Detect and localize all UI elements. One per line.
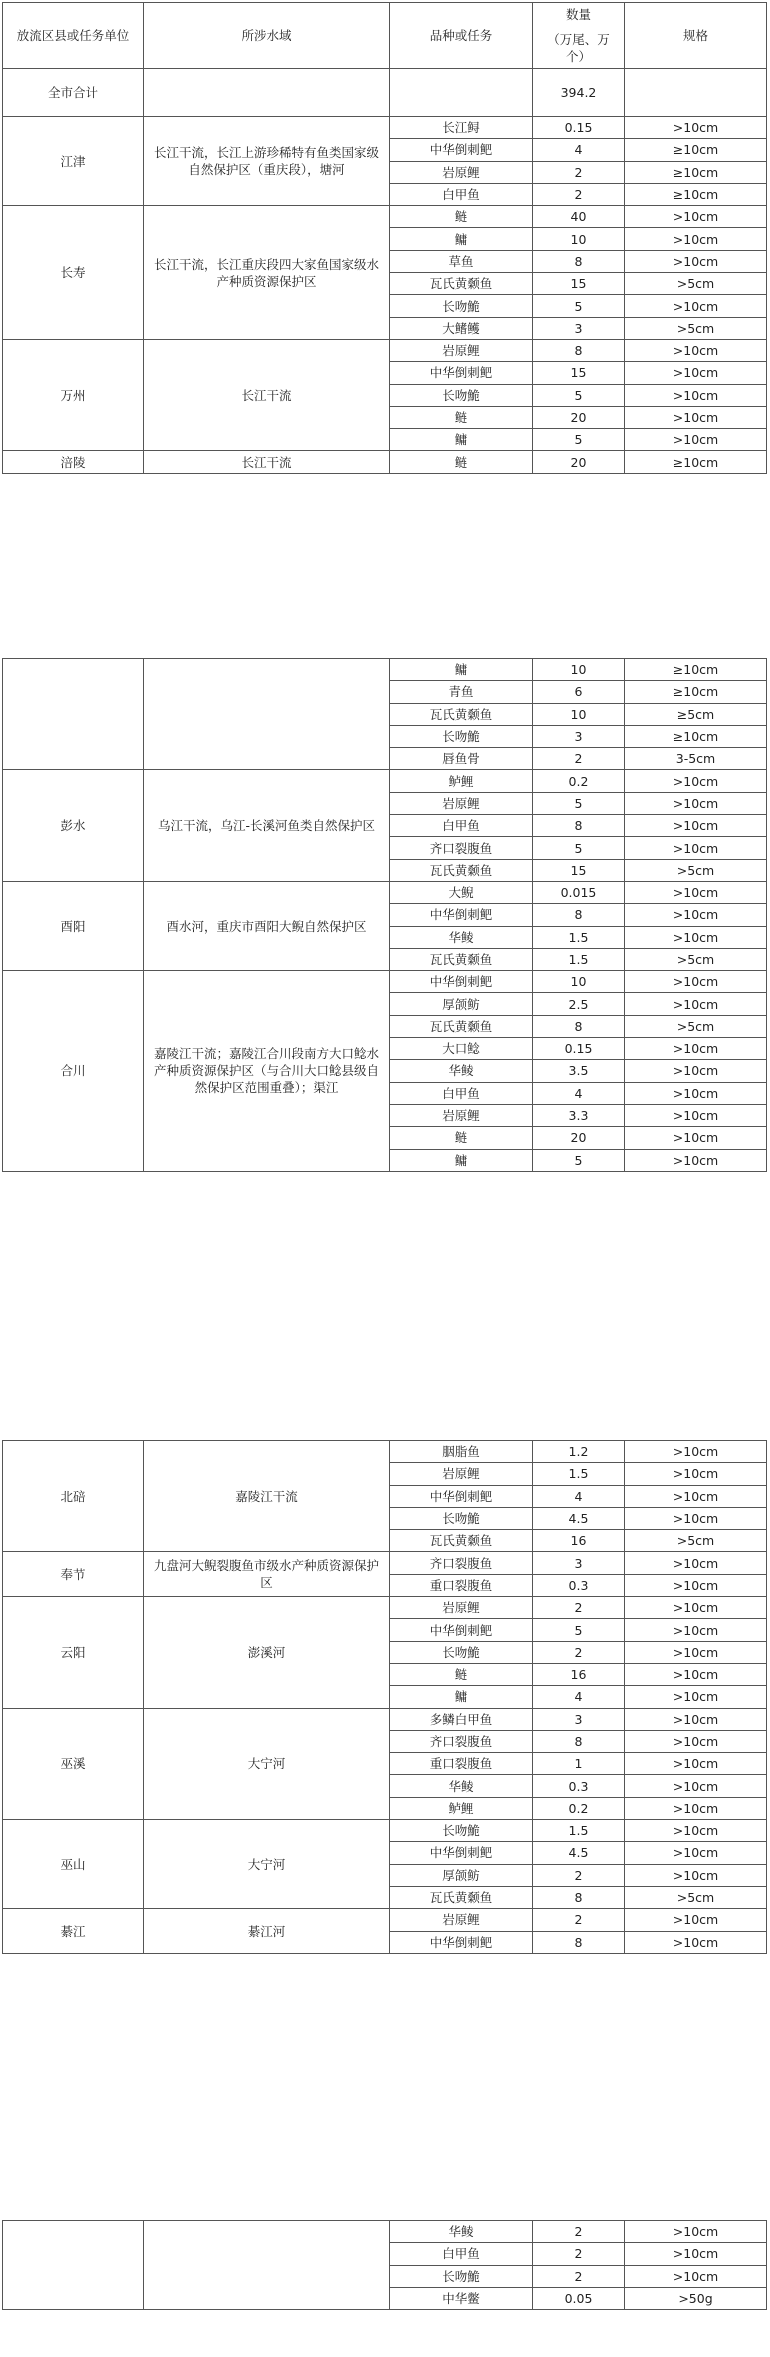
quantity-cell: 2 (533, 1909, 625, 1931)
quantity-cell: 10 (533, 703, 625, 725)
quantity-cell: 1.5 (533, 926, 625, 948)
spec-cell: >10cm (625, 1082, 767, 1104)
spec-cell: >10cm (625, 2243, 767, 2265)
quantity-cell: 2 (533, 1864, 625, 1886)
water-area-cell (144, 659, 390, 770)
spec-cell: ≥10cm (625, 161, 767, 183)
release-table-segment-1 (2, 2, 767, 474)
species-cell: 鲈鲤 (390, 770, 533, 792)
species-cell: 中华倒刺鲃 (390, 1619, 533, 1641)
species-cell: 岩原鲤 (390, 1104, 533, 1126)
spec-cell: >10cm (625, 971, 767, 993)
header-spec: 规格 (625, 3, 767, 69)
species-cell: 华鲮 (390, 2221, 533, 2243)
quantity-cell: 2 (533, 748, 625, 770)
quantity-cell: 3.3 (533, 1104, 625, 1126)
species-cell: 厚颌鲂 (390, 993, 533, 1015)
species-cell: 白甲鱼 (390, 183, 533, 205)
species-cell: 岩原鲤 (390, 339, 533, 361)
table-row (3, 451, 767, 473)
spec-cell: >10cm (625, 1552, 767, 1574)
spec-cell: ≥10cm (625, 725, 767, 747)
water-area-cell: 长江干流 (144, 339, 390, 450)
species-cell: 青鱼 (390, 681, 533, 703)
district-cell: 奉节 (3, 1552, 144, 1597)
quantity-cell: 2 (533, 2265, 625, 2287)
spec-cell: >5cm (625, 273, 767, 295)
district-cell: 北碚 (3, 1441, 144, 1552)
quantity-cell: 16 (533, 1530, 625, 1552)
quantity-cell: 2 (533, 2221, 625, 2243)
spec-cell: >10cm (625, 1730, 767, 1752)
species-cell: 华鲮 (390, 1060, 533, 1082)
quantity-cell: 15 (533, 859, 625, 881)
water-area-cell: 嘉陵江干流 (144, 1441, 390, 1552)
water-area-cell (144, 2221, 390, 2310)
species-cell: 厚颌鲂 (390, 1864, 533, 1886)
species-cell: 白甲鱼 (390, 815, 533, 837)
quantity-cell: 4 (533, 1485, 625, 1507)
quantity-cell: 0.3 (533, 1574, 625, 1596)
species-cell: 唇鱼骨 (390, 748, 533, 770)
spec-cell: >10cm (625, 770, 767, 792)
water-area-cell: 长江干流 (144, 451, 390, 473)
spec-cell: >10cm (625, 1463, 767, 1485)
spec-cell: >10cm (625, 1931, 767, 1953)
quantity-cell: 10 (533, 659, 625, 681)
release-table-segment-3 (2, 1440, 767, 1954)
water-area-cell: 长江干流，长江上游珍稀特有鱼类国家级自然保护区（重庆段），塘河 (144, 117, 390, 206)
quantity-cell: 2 (533, 183, 625, 205)
spec-cell: >10cm (625, 2265, 767, 2287)
quantity-cell: 0.2 (533, 1797, 625, 1819)
table-row (3, 1820, 767, 1842)
total-water-empty (144, 69, 390, 117)
species-cell: 长吻鮠 (390, 1507, 533, 1529)
quantity-cell: 3 (533, 1708, 625, 1730)
species-cell: 岩原鲤 (390, 161, 533, 183)
district-cell: 綦江 (3, 1909, 144, 1954)
quantity-cell: 0.3 (533, 1775, 625, 1797)
quantity-cell: 3.5 (533, 1060, 625, 1082)
spec-cell: >5cm (625, 948, 767, 970)
total-quantity: 394.2 (533, 69, 625, 117)
species-cell: 鳙 (390, 1149, 533, 1171)
table-row (3, 1597, 767, 1619)
species-cell: 长吻鮠 (390, 1641, 533, 1663)
quantity-cell: 3 (533, 317, 625, 339)
spec-cell: >10cm (625, 1753, 767, 1775)
species-cell: 长吻鮠 (390, 295, 533, 317)
species-cell: 岩原鲤 (390, 1909, 533, 1931)
quantity-cell: 5 (533, 1149, 625, 1171)
species-cell: 鳙 (390, 659, 533, 681)
water-area-cell: 乌江干流，乌江-长溪河鱼类自然保护区 (144, 770, 390, 881)
spec-cell: >50g (625, 2287, 767, 2309)
spec-cell: >10cm (625, 1485, 767, 1507)
spec-cell: ≥10cm (625, 139, 767, 161)
spec-cell: >5cm (625, 1530, 767, 1552)
species-cell: 中华倒刺鲃 (390, 1842, 533, 1864)
quantity-cell: 0.15 (533, 1038, 625, 1060)
district-cell: 长寿 (3, 206, 144, 340)
quantity-cell: 40 (533, 206, 625, 228)
spec-cell: >5cm (625, 1015, 767, 1037)
quantity-cell: 0.2 (533, 770, 625, 792)
spec-cell: ≥10cm (625, 451, 767, 473)
total-species-empty (390, 69, 533, 117)
spec-cell: >10cm (625, 926, 767, 948)
spec-cell: >10cm (625, 406, 767, 428)
table-row (3, 1552, 767, 1574)
quantity-cell: 8 (533, 1886, 625, 1908)
spec-cell: >10cm (625, 117, 767, 139)
table-row (3, 770, 767, 792)
spec-cell: >10cm (625, 1597, 767, 1619)
species-cell: 重口裂腹鱼 (390, 1574, 533, 1596)
quantity-cell: 2 (533, 161, 625, 183)
species-cell: 中华鳖 (390, 2287, 533, 2309)
species-cell: 鲈鲤 (390, 1797, 533, 1819)
species-cell: 岩原鲤 (390, 1463, 533, 1485)
water-area-cell: 长江干流，长江重庆段四大家鱼国家级水产种质资源保护区 (144, 206, 390, 340)
species-cell: 岩原鲤 (390, 792, 533, 814)
table-row (3, 971, 767, 993)
species-cell: 齐口裂腹鱼 (390, 837, 533, 859)
header-water: 所涉水域 (144, 3, 390, 69)
species-cell: 瓦氏黄颡鱼 (390, 1530, 533, 1552)
spec-cell: >10cm (625, 2221, 767, 2243)
water-area-cell: 綦江河 (144, 1909, 390, 1954)
species-cell: 岩原鲤 (390, 1597, 533, 1619)
district-cell: 江津 (3, 117, 144, 206)
table-row (3, 1441, 767, 1463)
table-row (3, 881, 767, 903)
spec-cell: >10cm (625, 339, 767, 361)
release-table-segment-4 (2, 2220, 767, 2310)
spec-cell: >10cm (625, 1038, 767, 1060)
quantity-cell: 3 (533, 1552, 625, 1574)
quantity-cell: 4.5 (533, 1507, 625, 1529)
quantity-cell: 2 (533, 1597, 625, 1619)
spec-cell: ≥10cm (625, 681, 767, 703)
spec-cell: ≥10cm (625, 183, 767, 205)
spec-cell: >10cm (625, 384, 767, 406)
species-cell: 胭脂鱼 (390, 1441, 533, 1463)
header-quantity (533, 3, 625, 69)
species-cell: 长吻鮠 (390, 1820, 533, 1842)
district-cell (3, 659, 144, 770)
species-cell: 大鳍鳠 (390, 317, 533, 339)
quantity-cell: 1 (533, 1753, 625, 1775)
spec-cell: >10cm (625, 837, 767, 859)
table-row (3, 659, 767, 681)
table-header-row (3, 3, 767, 69)
spec-cell: >10cm (625, 792, 767, 814)
quantity-cell: 5 (533, 429, 625, 451)
water-area-cell: 大宁河 (144, 1708, 390, 1819)
spec-cell: >10cm (625, 1104, 767, 1126)
spec-cell: >10cm (625, 295, 767, 317)
quantity-cell: 20 (533, 406, 625, 428)
spec-cell: >10cm (625, 1127, 767, 1149)
quantity-cell: 8 (533, 250, 625, 272)
spec-cell: >10cm (625, 250, 767, 272)
water-area-cell: 酉水河，重庆市酉阳大鲵自然保护区 (144, 881, 390, 970)
species-cell: 鳙 (390, 1686, 533, 1708)
quantity-cell: 2.5 (533, 993, 625, 1015)
quantity-cell: 8 (533, 815, 625, 837)
species-cell: 齐口裂腹鱼 (390, 1552, 533, 1574)
species-cell: 中华倒刺鲃 (390, 362, 533, 384)
species-cell: 齐口裂腹鱼 (390, 1730, 533, 1752)
spec-cell: >10cm (625, 1686, 767, 1708)
spec-cell: >10cm (625, 1775, 767, 1797)
water-area-cell: 大宁河 (144, 1820, 390, 1909)
spec-cell: ≥5cm (625, 703, 767, 725)
quantity-cell: 8 (533, 339, 625, 361)
district-cell: 彭水 (3, 770, 144, 881)
district-cell: 合川 (3, 971, 144, 1172)
quantity-cell: 10 (533, 971, 625, 993)
quantity-cell: 0.15 (533, 117, 625, 139)
spec-cell: >10cm (625, 362, 767, 384)
quantity-cell: 8 (533, 1931, 625, 1953)
quantity-cell: 8 (533, 1015, 625, 1037)
table-row (3, 1909, 767, 1931)
district-cell: 云阳 (3, 1597, 144, 1708)
quantity-cell: 0.05 (533, 2287, 625, 2309)
species-cell: 鳙 (390, 429, 533, 451)
quantity-cell: 8 (533, 1730, 625, 1752)
spec-cell: >10cm (625, 228, 767, 250)
quantity-cell: 15 (533, 362, 625, 384)
species-cell: 瓦氏黄颡鱼 (390, 273, 533, 295)
species-cell: 长吻鮠 (390, 384, 533, 406)
quantity-cell: 1.2 (533, 1441, 625, 1463)
spec-cell: ≥10cm (625, 659, 767, 681)
spec-cell: >10cm (625, 1864, 767, 1886)
spec-cell: >5cm (625, 859, 767, 881)
table-row (3, 1708, 767, 1730)
quantity-cell: 4.5 (533, 1842, 625, 1864)
species-cell: 长江鲟 (390, 117, 533, 139)
spec-cell: >10cm (625, 1708, 767, 1730)
table-row (3, 117, 767, 139)
species-cell: 中华倒刺鲃 (390, 904, 533, 926)
species-cell: 鲢 (390, 451, 533, 473)
quantity-cell: 1.5 (533, 1820, 625, 1842)
species-cell: 长吻鮠 (390, 2265, 533, 2287)
spec-cell: >5cm (625, 1886, 767, 1908)
spec-cell: >10cm (625, 993, 767, 1015)
quantity-cell: 5 (533, 295, 625, 317)
district-cell: 涪陵 (3, 451, 144, 473)
district-cell: 巫溪 (3, 1708, 144, 1819)
quantity-cell: 8 (533, 904, 625, 926)
species-cell: 瓦氏黄颡鱼 (390, 1015, 533, 1037)
spec-cell: >10cm (625, 1797, 767, 1819)
spec-cell: >10cm (625, 1574, 767, 1596)
spec-cell: 3-5cm (625, 748, 767, 770)
quantity-cell: 4 (533, 1082, 625, 1104)
species-cell: 草鱼 (390, 250, 533, 272)
quantity-cell: 20 (533, 1127, 625, 1149)
spec-cell: >10cm (625, 1507, 767, 1529)
header-district: 放流区县或任务单位 (3, 3, 144, 69)
spec-cell: >10cm (625, 1060, 767, 1082)
quantity-cell: 1.5 (533, 1463, 625, 1485)
total-label: 全市合计 (3, 69, 144, 117)
species-cell: 长吻鮠 (390, 725, 533, 747)
district-cell: 万州 (3, 339, 144, 450)
species-cell: 鲢 (390, 1663, 533, 1685)
species-cell: 大鲵 (390, 881, 533, 903)
table-row (3, 206, 767, 228)
spec-cell: >10cm (625, 429, 767, 451)
spec-cell: >10cm (625, 881, 767, 903)
spec-cell: >10cm (625, 1909, 767, 1931)
species-cell: 瓦氏黄颡鱼 (390, 1886, 533, 1908)
spec-cell: >10cm (625, 904, 767, 926)
species-cell: 白甲鱼 (390, 2243, 533, 2265)
quantity-cell: 6 (533, 681, 625, 703)
spec-cell: >10cm (625, 1619, 767, 1641)
spec-cell: >10cm (625, 1641, 767, 1663)
species-cell: 瓦氏黄颡鱼 (390, 859, 533, 881)
spec-cell: >10cm (625, 815, 767, 837)
water-area-cell: 澎溪河 (144, 1597, 390, 1708)
species-cell: 中华倒刺鲃 (390, 1485, 533, 1507)
species-cell: 多鳞白甲鱼 (390, 1708, 533, 1730)
spec-cell: >10cm (625, 1441, 767, 1463)
quantity-cell: 5 (533, 384, 625, 406)
spec-cell: >10cm (625, 1149, 767, 1171)
quantity-cell: 2 (533, 2243, 625, 2265)
species-cell: 鲢 (390, 406, 533, 428)
release-table-segment-2 (2, 658, 767, 1172)
spec-cell: >10cm (625, 206, 767, 228)
quantity-cell: 4 (533, 1686, 625, 1708)
header-species: 品种或任务 (390, 3, 533, 69)
district-cell (3, 2221, 144, 2310)
species-cell: 中华倒刺鲃 (390, 139, 533, 161)
quantity-cell: 15 (533, 273, 625, 295)
species-cell: 鲢 (390, 1127, 533, 1149)
quantity-cell: 3 (533, 725, 625, 747)
district-cell: 巫山 (3, 1820, 144, 1909)
spec-cell: >10cm (625, 1663, 767, 1685)
species-cell: 白甲鱼 (390, 1082, 533, 1104)
species-cell: 鳙 (390, 228, 533, 250)
spec-cell: >5cm (625, 317, 767, 339)
species-cell: 中华倒刺鲃 (390, 971, 533, 993)
total-row (3, 69, 767, 117)
species-cell: 华鲮 (390, 926, 533, 948)
quantity-cell: 1.5 (533, 948, 625, 970)
district-cell: 酉阳 (3, 881, 144, 970)
quantity-cell: 0.015 (533, 881, 625, 903)
quantity-cell: 2 (533, 1641, 625, 1663)
species-cell: 瓦氏黄颡鱼 (390, 948, 533, 970)
spec-cell: >10cm (625, 1820, 767, 1842)
header-quantity-unit: （万尾、万个） (547, 32, 610, 64)
quantity-cell: 10 (533, 228, 625, 250)
water-area-cell: 九盘河大鲵裂腹鱼市级水产种质资源保护区 (144, 1552, 390, 1597)
water-area-cell: 嘉陵江干流；嘉陵江合川段南方大口鲶水产种质资源保护区（与合川大口鲶县级自然保护区范围重叠）；渠江 (144, 971, 390, 1172)
species-cell: 华鲮 (390, 1775, 533, 1797)
header-quantity-label: 数量 (565, 7, 591, 22)
species-cell: 大口鲶 (390, 1038, 533, 1060)
quantity-cell: 20 (533, 451, 625, 473)
total-spec-empty (625, 69, 767, 117)
species-cell: 重口裂腹鱼 (390, 1753, 533, 1775)
spec-cell: >10cm (625, 1842, 767, 1864)
quantity-cell: 4 (533, 139, 625, 161)
species-cell: 鲢 (390, 206, 533, 228)
quantity-cell: 16 (533, 1663, 625, 1685)
table-row (3, 339, 767, 361)
quantity-cell: 5 (533, 1619, 625, 1641)
quantity-cell: 5 (533, 837, 625, 859)
species-cell: 瓦氏黄颡鱼 (390, 703, 533, 725)
species-cell: 中华倒刺鲃 (390, 1931, 533, 1953)
quantity-cell: 5 (533, 792, 625, 814)
table-row (3, 2221, 767, 2243)
